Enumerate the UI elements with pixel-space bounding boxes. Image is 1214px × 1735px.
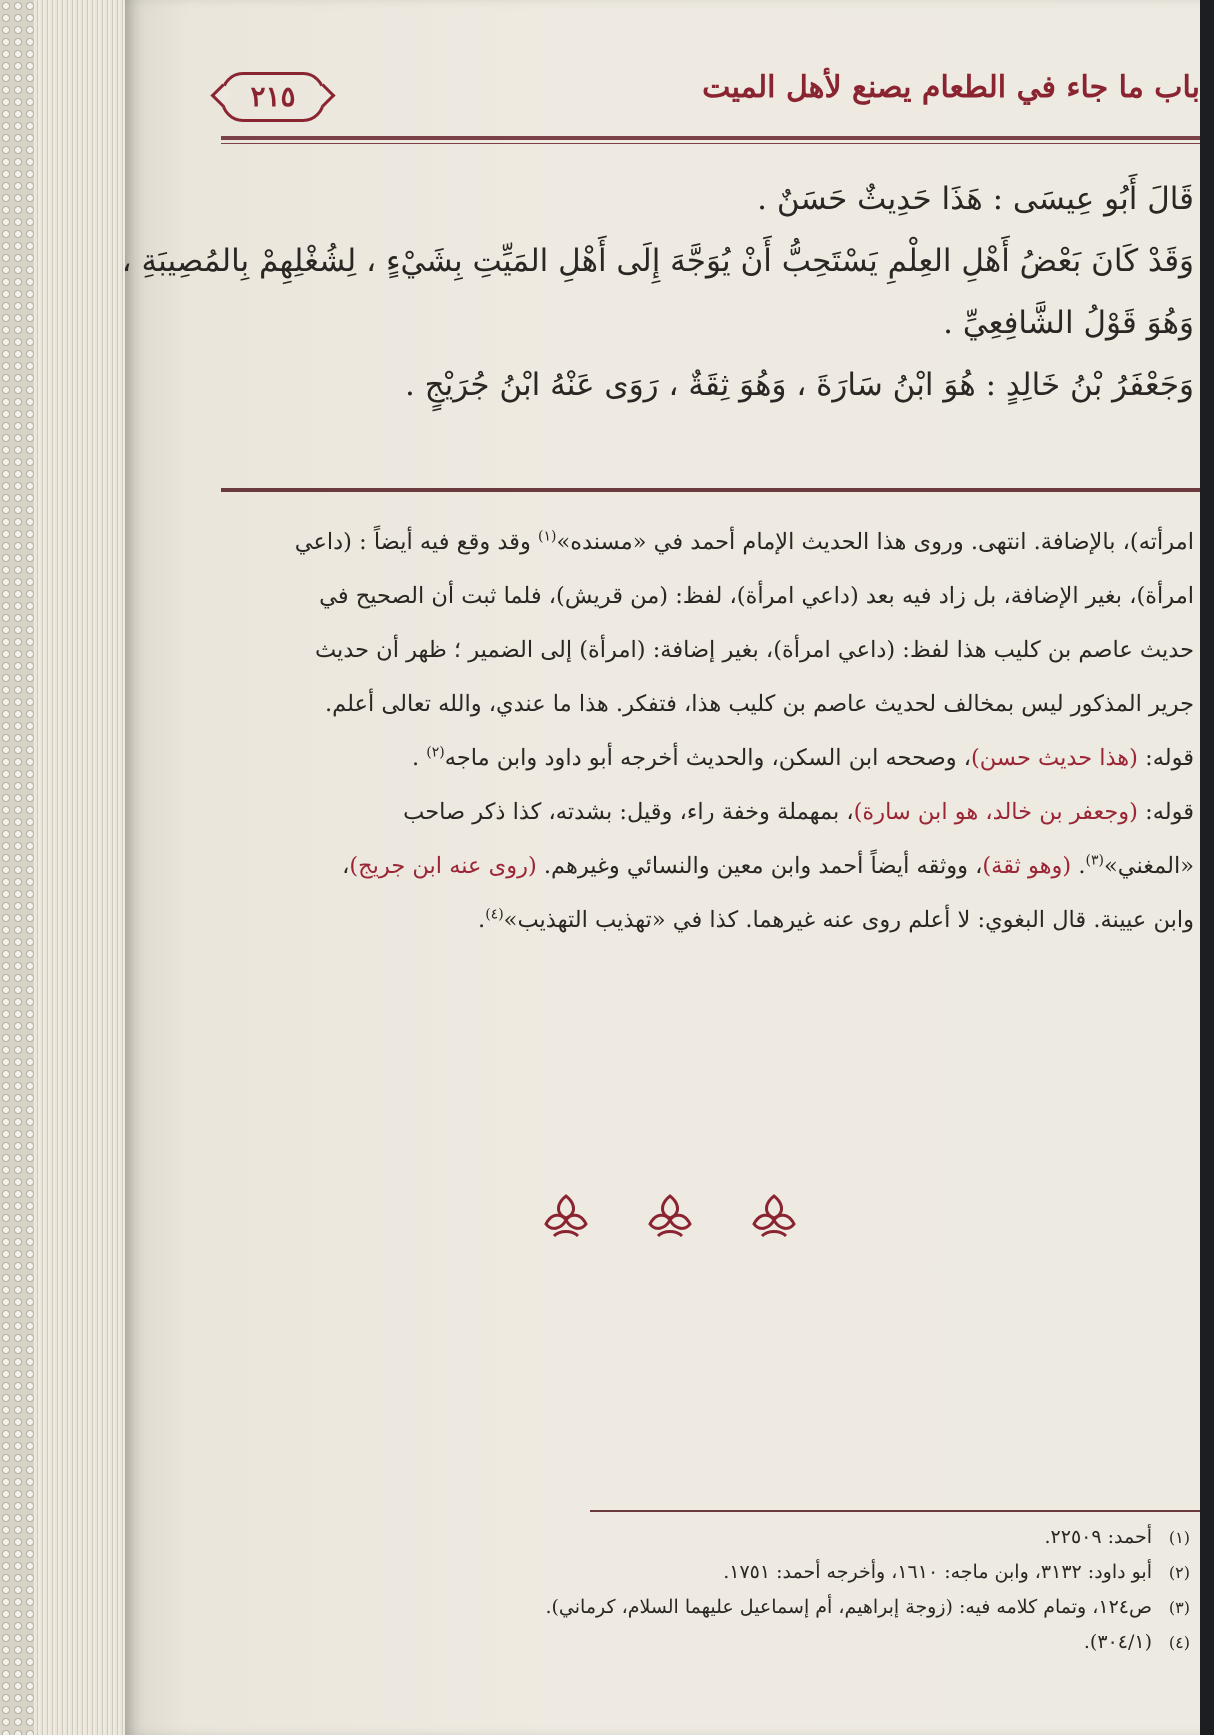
text-run: قوله: (1137, 745, 1194, 771)
footnote-text: ص١٢٤، وتمام كلامه فيه: (زوجة إبراهيم، أم إسماعيل عليهما السلام، كرماني). (545, 1596, 1152, 1618)
quoted-phrase: (هذا حديث حسن) (970, 745, 1138, 771)
footnote-text: أحمد: ٢٢٥٠٩. (1044, 1526, 1152, 1548)
footnote-text: (٣٠٤/١). (1083, 1631, 1152, 1653)
footnote-rule (590, 1510, 1200, 1512)
footnote-text: أبو داود: ٣١٣٢، وابن ماجه: ١٦١٠، وأخرجه أحمد: ١٧٥١. (723, 1561, 1152, 1583)
page-number-badge: ٢١٥ (221, 72, 325, 122)
hadith-line: وَجَعْفَرُ بْنُ خَالِدٍ : هُوَ ابْنُ سَارَةَ ، وَهُوَ ثِقَةٌ ، رَوَى عَنْهُ ابْنُ جُرَيْجٍ . (404, 367, 1194, 403)
book-page (121, 0, 1200, 1735)
text-run: «المغني» (1103, 853, 1194, 879)
hadith-line: قَالَ أَبُو عِيسَى : هَذَا حَدِيثٌ حَسَنٌ . (757, 181, 1194, 217)
footnote-number: (٢) (1168, 1563, 1190, 1582)
page-header (221, 66, 1200, 146)
quoted-phrase: (وهو ثقة) (982, 853, 1072, 879)
footnote-ref[interactable]: (٤) (485, 906, 504, 923)
header-rule (221, 136, 1200, 140)
background-edge (1200, 0, 1214, 1735)
commentary-line (220, 515, 1194, 569)
floral-ornament-icon (748, 1190, 800, 1242)
footnotes (375, 1520, 1190, 1660)
text-run: ، بمهملة وخفة راء، وقيل: بشدته، كذا ذكر صاحب (403, 799, 854, 825)
hadith-line: وَقَدْ كَانَ بَعْضُ أَهْلِ العِلْمِ يَسْتَحِبُّ أَنْ يُوَجَّهَ إِلَى أَهْلِ المَيِّتِ بِشَيْءٍ ، لِشُغْلِهِمْ بِالمُصِيبَةِ ، (121, 243, 1194, 279)
footnote-item (375, 1625, 1190, 1660)
book-page-edges (0, 0, 125, 1735)
text-run: ، وصححه ابن السكن، والحديث أخرجه أبو داود وابن ماجه (444, 745, 971, 771)
quoted-phrase: (وجعفر بن خالد، هو ابن سارة) (853, 799, 1138, 825)
commentary-line (220, 839, 1194, 893)
floral-ornament-icon (644, 1190, 696, 1242)
commentary-line: جرير المذكور ليس بمخالف لحديث عاصم بن كليب هذا، فتفكر. هذا ما عندي، والله تعالى أعلم. (324, 691, 1194, 717)
text-run: وقد وقع فيه أيضاً : (داعي (294, 529, 538, 555)
text-run: قوله: (1137, 799, 1194, 825)
commentary-line: قوله: (هذا حديث حسن)، وصححه ابن السكن، والحديث أخرجه أبو داود وابن ماجه$^{(٢)}$ . (411, 744, 1194, 771)
hadith-text (121, 168, 1194, 416)
footnote-number: (١) (1168, 1528, 1190, 1547)
header-rule-thin (221, 143, 1200, 144)
text-run: وابن عيينة. قال البغوي: لا أعلم روى عنه غيرهما. كذا في «تهذيب التهذيب» (503, 907, 1194, 933)
section-divider (221, 488, 1200, 492)
floral-ornament-icon (540, 1190, 592, 1242)
commentary-line (220, 785, 1194, 839)
footnote-ref[interactable]: (١) (537, 528, 557, 545)
footnote-ref[interactable]: (٣) (1085, 852, 1104, 869)
text-run: . (478, 907, 486, 933)
commentary-line (220, 893, 1194, 947)
footnote-item (375, 1590, 1190, 1625)
footnote-number: (٤) (1168, 1633, 1190, 1652)
quoted-phrase: (روى عنه ابن جريج) (349, 853, 537, 879)
footnote-ref[interactable]: (٢) (426, 744, 445, 761)
footnote-item (375, 1520, 1190, 1555)
commentary-text (220, 515, 1194, 947)
text-run: امرأته)، بالإضافة. انتهى. وروى هذا الحديث الإمام أحمد في «مسنده» (556, 529, 1194, 555)
running-title: باب ما جاء في الطعام يصنع لأهل الميت (702, 70, 1200, 105)
footnote-number: (٣) (1168, 1598, 1190, 1617)
hadith-line: وَهُوَ قَوْلُ الشَّافِعِيِّ . (943, 305, 1194, 341)
text-run: . (1071, 853, 1086, 879)
commentary-line: حديث عاصم بن كليب هذا لفظ: (داعي امرأة)، بغير إضافة: (امرأة) إلى الضمير ؛ ظهر أن حديث (314, 637, 1194, 663)
text-run: ، ووثقه أيضاً أحمد وابن معين والنسائي وغيرهم. (536, 853, 983, 879)
footnote-item (375, 1555, 1190, 1590)
commentary-line: امرأة)، بغير الإضافة، بل زاد فيه بعد (داعي امرأة)، لفظ: (من قريش)، فلما ثبت أن الصحيح في (319, 583, 1194, 609)
section-ornaments (540, 1190, 800, 1250)
book-binding (0, 0, 34, 1735)
text-run: ، (342, 853, 350, 879)
